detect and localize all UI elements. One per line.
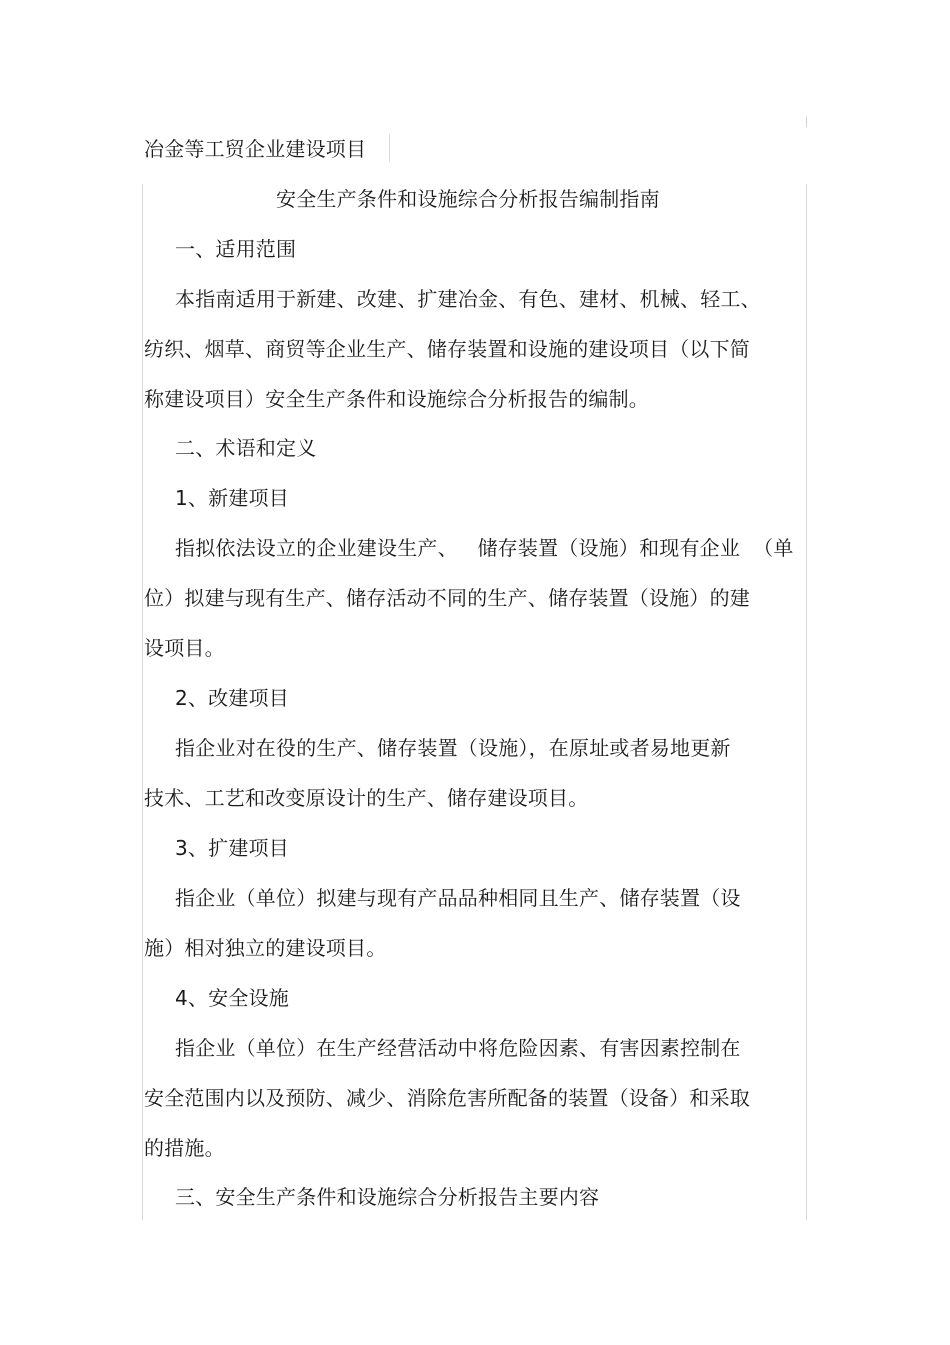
paragraph-line: 指企业对在役的生产、储存装置（设施），在原址或者易地更新 (175, 736, 731, 760)
document-title: 冶金等工贸企业建设项目 (144, 137, 367, 161)
left-margin-rule (142, 184, 143, 1220)
paragraph-line: 指拟依法设立的企业建设生产、 储存装置（设施）和现有企业 （单 (175, 536, 794, 560)
section-heading-main-content: 三、安全生产条件和设施综合分析报告主要内容 (175, 1185, 600, 1209)
section-heading-scope: 一、适用范围 (175, 237, 297, 261)
paragraph-line: 的措施。 (144, 1136, 225, 1160)
paragraph-line: 指企业（单位）在生产经营活动中将危险因素、有害因素控制在 (175, 1036, 741, 1060)
paragraph-line: 指企业（单位）拟建与现有产品品种相同且生产、储存装置（设 (175, 886, 741, 910)
paragraph-line: 施）相对独立的建设项目。 (144, 936, 387, 960)
right-margin-rule (806, 184, 807, 1220)
paragraph-line: 纺织、烟草、商贸等企业生产、储存装置和设施的建设项目（以下简 (144, 337, 750, 361)
subheading-new-project: 1、新建项目 (175, 486, 289, 510)
paragraph-line: 技术、工艺和改变原设计的生产、储存建设项目。 (144, 786, 589, 810)
title-right-rule (389, 134, 390, 162)
subheading-safety-facilities: 4、安全设施 (175, 986, 289, 1010)
top-right-tick (806, 117, 807, 127)
paragraph-line: 位）拟建与现有生产、储存活动不同的生产、储存装置（设施）的建 (144, 586, 750, 610)
subheading-expansion-project: 3、扩建项目 (175, 836, 289, 860)
paragraph-line: 本指南适用于新建、改建、扩建冶金、有色、建材、机械、轻工、 (175, 287, 761, 311)
subheading-rebuild-project: 2、改建项目 (175, 686, 289, 710)
document-heading: 安全生产条件和设施综合分析报告编制指南 (276, 187, 660, 211)
paragraph-line: 称建设项目）安全生产条件和设施综合分析报告的编制。 (144, 387, 649, 411)
paragraph-line: 安全范围内以及预防、减少、消除危害所配备的装置（设备）和采取 (144, 1086, 750, 1110)
paragraph-line: 设项目。 (144, 636, 225, 660)
section-heading-terms: 二、术语和定义 (175, 436, 317, 460)
